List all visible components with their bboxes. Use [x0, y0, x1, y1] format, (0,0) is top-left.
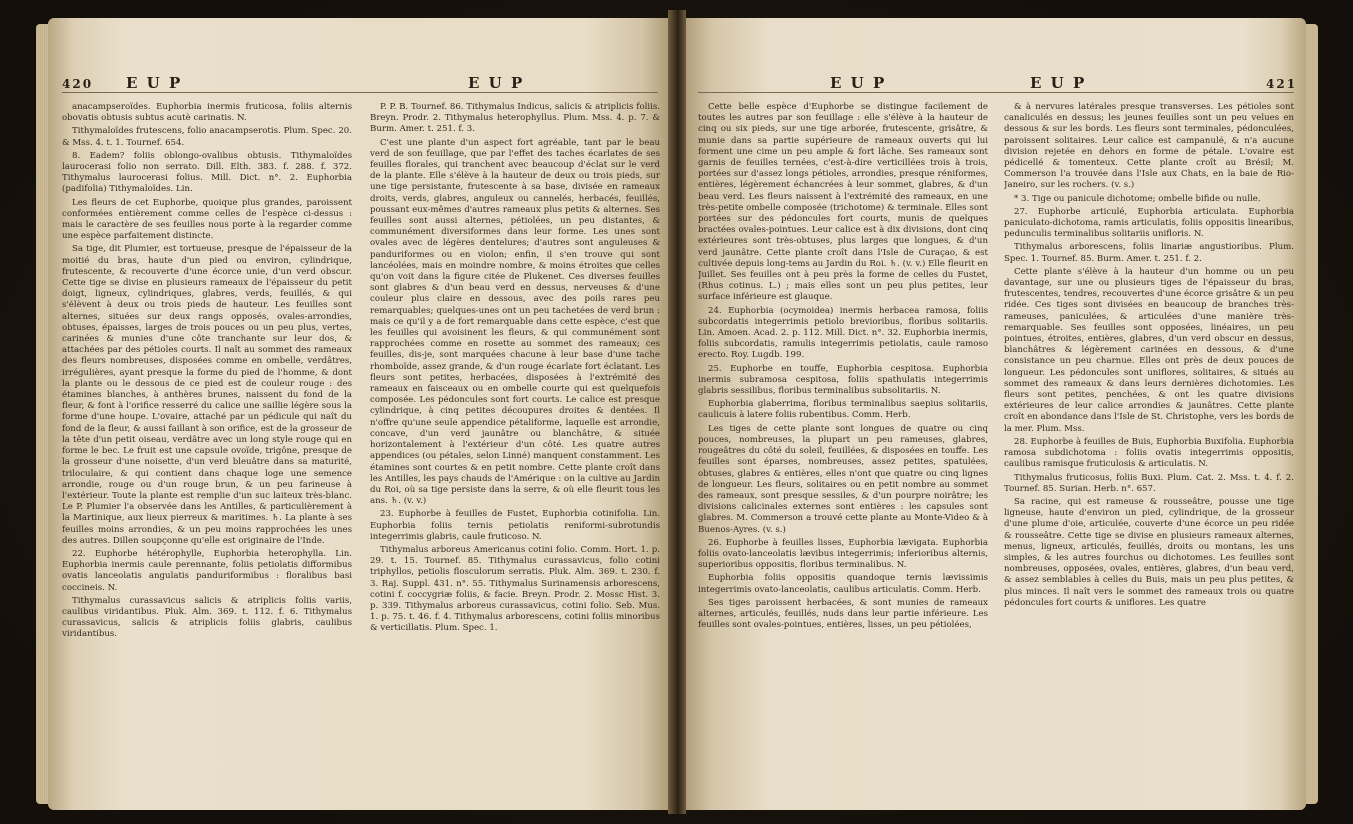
right-running-head-2: E U P: [1030, 74, 1087, 92]
paragraph: 22. Euphorbe hétérophylle, Euphorbia heterophylla. Lin. Euphorbia inermis caule perennante, foliis petiolatis difformibus ovatis lanceolatis angulatis panduriformibus : floralibus basi coccineis. N.: [62, 548, 352, 593]
paragraph: P. P. B. Tournef. 86. Tithymalus Indicus, salicis & atriplicis foliis. Breyn. Prodr. 2. Tithymalus heterophyllus. Plum. Mss. 4. p. 7. & Burm. Amer. t. 251. f. 3.: [370, 102, 660, 135]
right-head-rule: [698, 92, 1294, 93]
left-page-number: 420: [62, 77, 94, 91]
book-gutter: [668, 10, 686, 814]
paragraph: Tithymalus fruticosus, foliis Buxi. Plum. Cat. 2. Mss. t. 4. f. 2. Tournef. 85. Surian. Herb. n°. 657.: [1004, 472, 1294, 494]
paragraph: Tithymalus curassavicus salicis & atriplicis foliis variis, caulibus viridantibus. Pluk. Alm. 369. t. 112. f. 6. Tithymalus curassavicus, salicis & atriplicis foliis glabris, caulibus viridantibus.: [62, 595, 352, 640]
right-running-head-1: E U P: [830, 74, 887, 92]
paragraph: 25. Euphorbe en touffe, Euphorbia cespitosa. Euphorbia inermis subramosa cespitosa, foliis spathulatis integerrimis glabris sessilibus, floribus terminalibus subsolitariis. N.: [698, 363, 988, 397]
paragraph: Tithymalus arborescens, foliis linariæ angustioribus. Plum. Spec. 1. Tournef. 85. Burm. Amer. t. 251. f. 2.: [1004, 242, 1294, 264]
paragraph: Tithymaloïdes frutescens, folio anacampserotis. Plum. Spec. 20. & Mss. 4. t. 1. Tournef. 654.: [62, 126, 352, 148]
paragraph: Sa racine, qui est rameuse & rousseâtre, pousse une tige ligneuse, haute d'environ un pied, cylindrique, de la grosseur d'une plume d'oie, articulée, couverte d'une écorce un peu ridée & rousseâtre. Cette tige se divise en plusieurs rameaux alternes, menus, ligneux, articulés, feuillés, droits ou montans, les uns simples, & les autres fourchus ou dichotomes. Les feuilles sont nombreuses, opposées, ovales, entières, glabres, d'un beau verd, & assez semblables à celles du Buis, mais un peu plus petites, & plus minces. Il naît vers le sommet des rameaux trois ou quatre pédoncules fort courts & uniflores. Les quatre: [1004, 496, 1294, 608]
left-head-rule: [62, 92, 658, 93]
paragraph: Tithymalus arboreus Americanus cotini folio. Comm. Hort. 1. p. 29. t. 15. Tournef. 85. Tithymalus curassavicus, folio cotini triphyllos, petiolis flosculorum serratis. Pluk. Alm. 369. t. 230. f. 3. Raj. Suppl. 431. n°. 55. Tithymalus Surinamensis arborescens, cotini f. coccygriæ foliis, & facie. Breyn. Prodr. 2. Mossc Hist. 3. p. 339. Tithymalus arboreus curassavicus, cotini folio. Seb. Mus. 1. p. 75. t. 46. f. 4. Tithymalus arborescens, cotini foliis minoribus & verticillatis. Plum. Spec. 1.: [370, 544, 660, 634]
right-column-2: [1004, 102, 1294, 810]
left-running-head-1: E U P: [126, 74, 183, 92]
left-column-2: [370, 102, 660, 810]
paragraph: & à nervures latérales presque transverses. Les pétioles sont canaliculés en dessus; les jeunes feuilles sont un peu velues en dessous & sur les bords. Les fleurs sont terminales, pédonculées, paroissent solitaires. Leur calice est campanulé, & n'a aucune division rejetée en dehors en forme de pétale. L'ovaire est pédicellé & tomenteux. Cette plante croît au Brésil; M. Commerson l'a trouvée dans l'Isle aux Chats, en la baie de Rio-Janeiro, sur les rochers. (v. s.): [1004, 102, 1294, 191]
left-running-head-2: E U P: [468, 74, 525, 92]
paragraph: Euphorbia foliis oppositis quandoque ternis lævissimis integerrimis ovato-lanceolatis, caulibus articulatis. Comm. Herb.: [698, 573, 988, 595]
right-column-1: [698, 102, 988, 810]
paragraph: anacampseroïdes. Euphorbia inermis fruticosa, foliis alternis obovatis obtusis subtus acutè carinatis. N.: [62, 102, 352, 124]
paragraph: C'est une plante d'un aspect fort agréable, tant par le beau verd de son feuillage, que par l'effet des taches écarlates de ses feuilles florales, qui tranchent avec beaucoup d'éclat sur le verd de la plante. Elle s'élève à la hauteur de deux ou trois pieds, sur une tige persistante, frutescente à sa base, divisée en rameaux droits, verds, glabres, anguleux ou cannelés, herbacés, feuillés, poussant eux-mêmes d'autres rameaux plus petits & alternes. Ses feuilles sont aussi alternes, pétiolées, un peu distantes, & communément diversiformes dans leur forme. Les unes sont ovales avec de légères dentelures; d'autres sont anguleuses & panduriformes ou en violon; enfin, il s'en trouve qui sont lancéolées, mais en moindre nombre, & moins étroites que celles qu'on voit dans la figure citée de Plukenet. Ces diverses feuilles sont glabres & d'un beau verd en dessus, nerveuses & d'une couleur plus claire en dessous, avec des poils rares peu remarquables; quelques-unes ont un peu tachetées de verd brun : mais ce qu'il y a de fort remarquable dans cette espèce, c'est que les feuilles qui avoisinent les fleurs, & qui communément sont rapprochées comme en rosette au sommet des rameaux; ces feuilles, dis-je, sont marquées chacune à leur base d'une tache rhomboïde, assez grande, & d'un rouge écarlate fort éclatant. Les fleurs sont petites, herbacées, disposées à l'extrémité des rameaux en faisceaux ou en ombelle courte qui est quelquefois composée. Les pédoncules sont fort courts. Le calice est presque cylindrique, à cinq petites découpures droites & dentées. Il n'offre qu'une seule appendice pétaliforme, laquelle est arrondie, concave, d'un verd jaunâtre ou blanchâtre, & située horizontalement à l'extérieur d'un côté. Les quatre autres appendices (ou pétales, selon Linné) manquent constamment. Les étamines sont courtes & en petit nombre. Cette plante croît dans les Antilles, les pays chauds de l'Amérique : on la cultive au Jardin du Roi, où sa tige persiste dans la serre, & où elle fleurit tous les ans. ♄. (v. v.): [370, 137, 660, 507]
paragraph: 28. Euphorbe à feuilles de Buis, Euphorbia Buxifolia. Euphorbia ramosa subdichotoma : foliis ovatis integerrimis oppositis, caulibus ramisque fruticulosis & articulatis. N.: [1004, 436, 1294, 470]
right-page-edges: [1304, 24, 1318, 804]
paragraph: 24. Euphorbia (ocymoidea) inermis herbacea ramosa, foliis subcordatis integerrimis petiolo brevioribus, floribus solitariis. Lin. Amoen. Acad. 2. p. 112. Mill. Dict. n°. 32. Euphorbia inermis, foliis subcordatis, ramulis integerrimis petiolatis, caule ramoso erecto. Roy. Lugdb. 199.: [698, 305, 988, 361]
left-page: [48, 18, 674, 810]
right-page: [680, 18, 1306, 810]
paragraph: Euphorbia glaberrima, floribus terminalibus saepius solitariis, caulicuis à latere foliis rubentibus. Comm. Herb.: [698, 399, 988, 421]
paragraph: Les fleurs de cet Euphorbe, quoique plus grandes, paroissent conformées entièrement comme celles de l'espèce ci-dessus : mais le caractère de ses feuilles nous porte à la regarder comme une espèce parfaitement distincte.: [62, 197, 352, 242]
paragraph: Cette plante s'élève à la hauteur d'un homme ou un peu davantage, sur une ou plusieurs tiges de l'épaisseur du bras, frutescentes, tendres, recouvertes d'une écorce grisâtre & un peu ridée. Ces tiges sont divisées en beaucoup de branches très-rameuses, paniculées, & articulées d'une manière très-remarquable. Ses feuilles sont opposées, linéaires, un peu pointues, étroites, entières, glabres, d'un verd obscur en dessus, blanchâtres & légèrement carinées en dessous, & d'une consistance un peu charnue. Elles ont près de deux pouces de longueur. Les pédoncules sont uniflores, solitaires, & situés au sommet des rameaux & dans leurs dernières dichotomies. Les fleurs sont petites, penchées, & ont les quatre divisions extérieures de leur calice arrondies & jaunâtres. Cette plante croît en abondance dans l'Isle de St. Christophe, vers les bords de la mer. Plum. Mss.: [1004, 266, 1294, 434]
paragraph: Les tiges de cette plante sont longues de quatre ou cinq pouces, nombreuses, la plupart un peu rameuses, glabres, rougeâtres du côté du soleil, feuillées, & disposées en touffe. Les feuilles sont éparses, nombreuses, assez petites, spatulées, obtuses, glabres & entières, elles n'ont que quatre ou cinq lignes de longueur. Les fleurs, solitaires ou en petit nombre au sommet des rameaux, sont presque sessiles, & d'un pourpre noirâtre; les divisions calicinales externes sont entières : les capsules sont glabres. M. Commerson a trouvé cette plante au Monte-Video & à Buenos-Ayres. (v. s.): [698, 423, 988, 535]
left-column-1: [62, 102, 352, 810]
paragraph: Ses tiges paroissent herbacées, & sont munies de rameaux alternes, articulés, feuillés, nuds dans leur partie inférieure. Les feuilles sont ovales-pointues, entières, lisses, un peu pétiolées,: [698, 597, 988, 631]
paragraph: * 3. Tige ou panicule dichotome; ombelle bifide ou nulle.: [1014, 193, 1261, 204]
paragraph: 27. Euphorbe articulé, Euphorbia articulata. Euphorbia paniculato-dichotoma, ramis articulatis, foliis oppositis linearibus, pedunculis terminalibus solitariis unifloris. N.: [1004, 206, 1294, 240]
paragraph: 8. Eadem? foliis oblongo-ovalibus obtusis. Tithymaloïdes laurocerasi folio non serrato. Dill. Elth. 383. f. 288. f. 372. Tithymalus laurocerasi folius. Mill. Dict. n°. 2. Euphorbia (padifolia) Tithymaloïdes. Lin.: [62, 150, 352, 195]
paragraph: 23. Euphorbe à feuilles de Fustet, Euphorbia cotinifolia. Lin. Euphorbia foliis ternis petiolatis reniformi-subrotundis integerrimis glabris, caule fruticoso. N.: [370, 509, 660, 542]
paragraph: 26. Euphorbe à feuilles lisses, Euphorbia lævigata. Euphorbia foliis ovato-lanceolatis lævibus integerrimis; inferioribus alternis, superioribus oppositis, floribus terminalibus. N.: [698, 537, 988, 571]
right-page-number: 421: [1266, 77, 1298, 91]
paragraph: Sa tige, dit Plumier, est tortueuse, presque de l'épaisseur de la moitié du bras, haute d'un pied ou environ, cylindrique, frutescente, & recouverte d'une écorce unie, d'un verd obscur. Cette tige se divise en plusieurs rameaux de l'épaisseur du petit doigt, ligneux, cylindriques, glabres, verds, feuillés, & qui s'élèvent à deux ou trois pieds de hauteur. Les feuilles sont alternes, situées sur deux rangs opposés, ovales-arrondies, obtuses, épaisses, larges de trois pouces ou un peu plus, vertes, carinées & munies d'une côte tranchante sur leur dos, & attachées par des pétioles courts. Il naît au sommet des rameaux des fleurs nombreuses, disposées comme en ombelle, verdâtres, irrégulières, ayant presque la forme du pied de l'homme, & dont la plante ou le dessous de ce pied est de couleur rouge : des étamines blanches, à anthères brunes, naissent du fond de la fleur, & font à l'orifice resserré du calice une saillie légère sous la forme d'une houpe. L'ovaire, attaché par un pédicule qui naît du fond de la fleur, & aussi faillant à son orifice, est de la grosseur de la tête d'un petit oiseau, verdâtre avec un long style rouge qui en forme le bec. Le fruit est une capsule ovoïde, trigône, presque de la grosseur d'une noisette, d'un verd bleuâtre dans sa maturité, triloculaire, & qui contient dans chaque loge une semence arrondie, rouge ou d'un rouge brun, & un peu farineuse à l'extérieur. Toute la plante est remplie d'un suc laiteux très-blanc. Le P. Plumier l'a observée dans les Antilles, & particulièrement à la Martinique, aux lieux pierreux & maritimes. ♄. La plante à ses feuilles moins arrondies, & un peu moins rapprochées les unes des autres. Dillen soupçonne qu'elle est originaire de l'Inde.: [62, 244, 352, 546]
paragraph: Cette belle espèce d'Euphorbe se distingue facilement de toutes les autres par son feuillage : elle s'élève à la hauteur de cinq ou six pieds, sur une tige arborée, frutescente, grisâtre, & munie dans sa partie supérieure de rameaux ouverts qui lui forment une cime un peu ample & fort lâche. Ses rameaux sont garnis de feuilles ternées, c'est-à-dire verticillées trois à trois, portées sur d'assez longs pétioles, arrondies, presque réniformes, entières, légèrement échancrées à leur sommet, glabres, & d'un beau verd. Les fleurs naissent à l'extrémité des rameaux, en une très-petite ombelle composée (trichotome) & terminale. Elles sont portées sur des pédoncules fort courts, munis de quelques bractées ovales-pointues. Leur calice est à dix divisions, dont cinq extérieures sont très-obtuses, plus larges que longues, & d'un verd jaunâtre. Cette plante croît dans l'Isle de Curaçao, & est cultivée depuis long-tems au Jardin du Roi. ♄. (v. v.) Elle fleurit en Juillet. Ses feuilles ont à peu près la forme de celles du Fustet, (Rhus cotinus. L.) ; mais elles sont un peu plus petites, leur surface inférieure est glauque.: [698, 102, 988, 303]
